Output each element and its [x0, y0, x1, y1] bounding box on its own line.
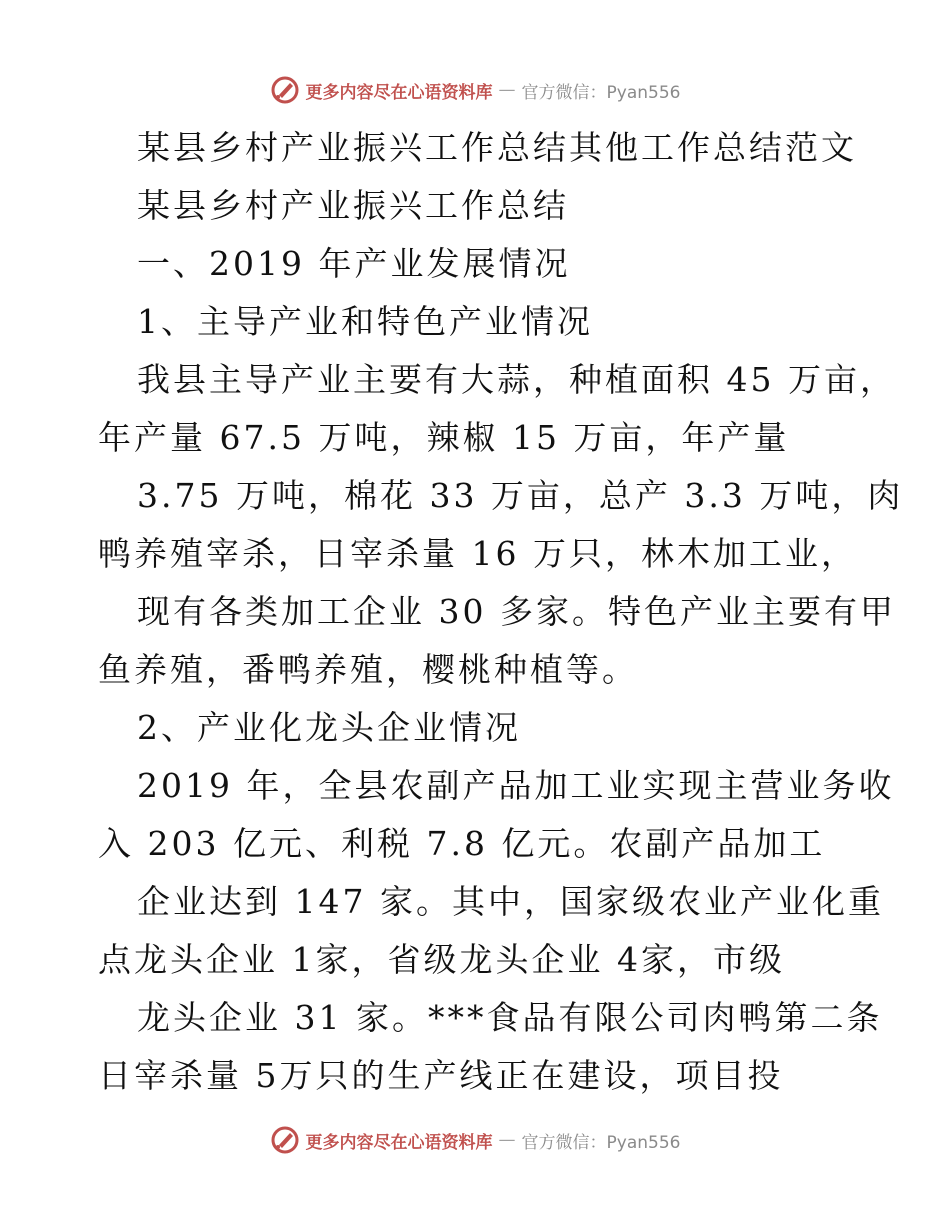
footer-banner — [0, 1122, 950, 1158]
paragraph-line: 现有各类加工企业 30 多家。特色产业主要有甲 — [137, 592, 896, 631]
logo-icon — [270, 75, 300, 105]
paragraph-line: 龙头企业 31 家。***食品有限公司肉鸭第二条 — [137, 998, 883, 1037]
banner-site-text: 更多内容尽在心语资料库 — [305, 1132, 493, 1153]
paragraph-line: 我县主导产业主要有大蒜，种植面积 45 万亩， — [137, 360, 896, 399]
document-subtitle: 某县乡村产业振兴工作总结 — [137, 186, 569, 225]
banner-site-text: 更多内容尽在心语资料库 — [305, 82, 493, 103]
paragraph-line: 年产量 67.5 万吨，辣椒 15 万亩，年产量 — [98, 418, 790, 457]
banner-wechat-text: 官方微信：Pyan556 — [521, 1132, 681, 1153]
document-title: 某县乡村产业振兴工作总结其他工作总结范文 — [137, 128, 857, 167]
subsection-heading-2: 2、产业化龙头企业情况 — [137, 708, 521, 747]
paragraph-line: 入 203 亿元、利税 7.8 亿元。农副产品加工 — [98, 824, 826, 863]
paragraph-line: 日宰杀量 5万只的生产线正在建设，项目投 — [98, 1056, 784, 1095]
header-banner — [0, 72, 950, 108]
paragraph-line: 鱼养殖，番鸭养殖，樱桃种植等。 — [98, 650, 638, 689]
banner-dash: — — [498, 1130, 516, 1150]
section-heading-1: 一、2019 年产业发展情况 — [137, 244, 571, 283]
banner-dash: — — [498, 80, 516, 100]
banner-wechat-text: 官方微信：Pyan556 — [521, 82, 681, 103]
paragraph-line: 3.75 万吨，棉花 33 万亩，总产 3.3 万吨，肉 — [137, 476, 904, 515]
subsection-heading-1: 1、主导产业和特色产业情况 — [137, 302, 593, 341]
paragraph-line: 企业达到 147 家。其中，国家级农业产业化重 — [137, 882, 884, 921]
paragraph-line: 鸭养殖宰杀，日宰杀量 16 万只，林木加工业， — [98, 534, 857, 573]
logo-icon — [270, 1125, 300, 1155]
paragraph-line: 2019 年，全县农副产品加工业实现主营业务收 — [137, 766, 895, 805]
paragraph-line: 点龙头企业 1家，省级龙头企业 4家，市级 — [98, 940, 785, 979]
